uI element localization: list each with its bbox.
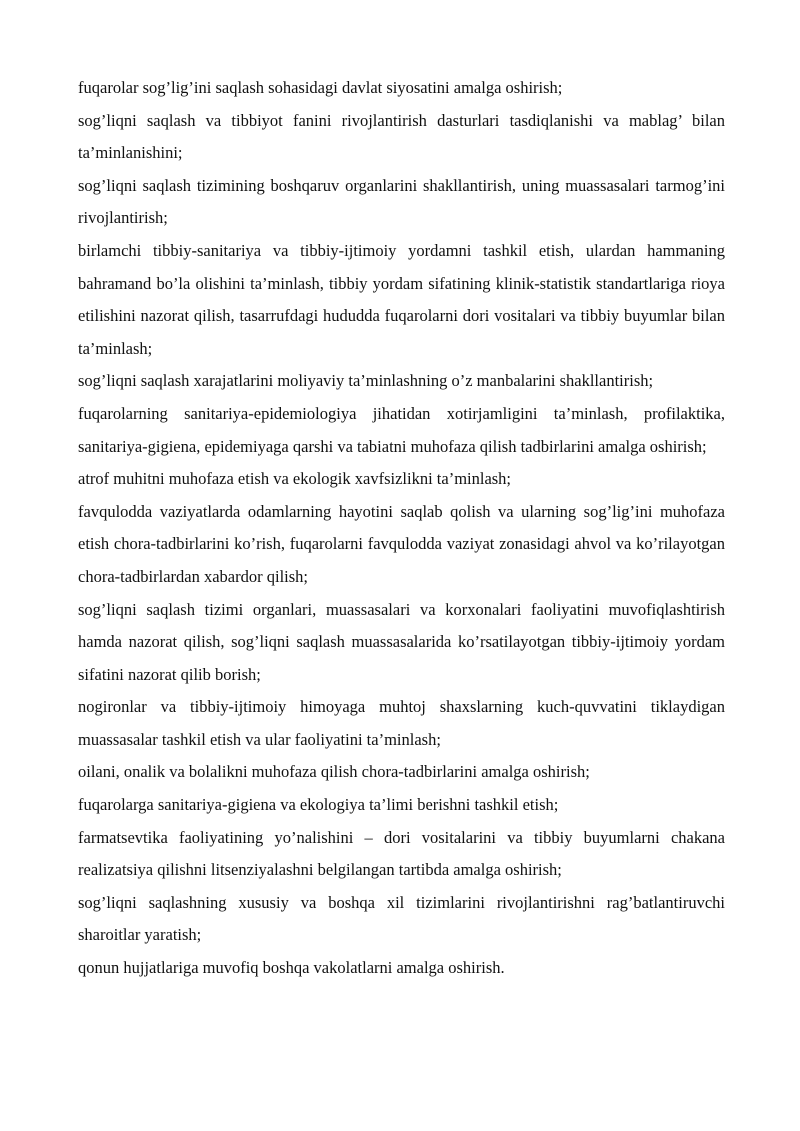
paragraph: sog’liqni saqlash va tibbiyot fanini rivojlantirish dasturlari tasdiqlanishi va mablag’ bilan ta’minlanishini; [78,110,725,163]
paragraph: fuqarolar sog’lig’ini saqlash sohasidagi davlat siyosatini amalga oshirish; [78,78,563,97]
document-body [78,72,725,985]
paragraph: sog’liqni saqlash tizimining boshqaruv organlarini shakllantirish, uning muassasalari tarmog’ini rivojlantirish; [78,175,725,228]
paragraph: sog’liqni saqlash tizimi organlari, muassasalari va korxonalari faoliyatini muvofiqlashtirish hamda nazorat qilish, sog’liqni saqlash muassasalarida ko’rsatilayotgan tibbiy-ijtimoiy yordam sifatini nazorat qilib borish; [78,599,725,684]
paragraph: oilani, onalik va bolalikni muhofaza qilish chora-tadbirlarini amalga oshirish; [78,762,590,782]
paragraph: birlamchi tibbiy-sanitariya va tibbiy-ijtimoiy yordamni tashkil etish, ulardan hammaning bahramand bo’la olishini ta’minlash, tibbiy yordam sifatining klinik-statistik standartlariga rioya etilishini nazorat qilish, tasarrufdagi hududda fuqarolarni dori vositalari va tibbiy buyumlar bilan ta’minlash; [78,240,725,358]
paragraph: atrof muhitni muhofaza etish va ekologik xavfsizlikni ta’minlash; [78,469,512,489]
paragraph: fuqarolarning sanitariya-epidemiologiya jihatidan xotirjamligini ta’minlash, profilaktika, sanitariya-gigiena, epidemiyaga qarshi va tabiatni muhofaza qilish tadbirlarini amalga oshirish; [78,403,725,456]
paragraph: nogironlar va tibbiy-ijtimoiy himoyaga muhtoj shaxslarning kuch-quvvatini tiklaydigan muassasalar tashkil etish va ular faoliyatini ta’minlash; [78,697,725,749]
paragraph: sog’liqni saqlash xarajatlarini moliyaviy ta’minlashning o’z manbalarini shakllantirish; [78,371,654,391]
paragraph: sog’liqni saqlashning xususiy va boshqa xil tizimlarini rivojlantirishni rag’batlantiruvchi sharoitlar yaratish; [78,892,725,945]
paragraph: qonun hujjatlariga muvofiq boshqa vakolatlarni amalga oshirish. [78,958,505,978]
paragraph: favqulodda vaziyatlarda odamlarning hayotini saqlab qolish va ularning sog’lig’ini muhofaza etish chora-tadbirlarini ko’rish, fuqarolarni favqulodda vaziyat zonasidagi ahvol va ko’rilayotgan chora-tadbirlardan xabardor qilish; [78,501,725,586]
paragraph: farmatsevtika faoliyatining yo’nalishini – dori vositalarini va tibbiy buyumlarni chakana realizatsiya qilishni litsenziyalashni belgilangan tartibda amalga oshirish; [78,827,725,880]
paragraph: fuqarolarga sanitariya-gigiena va ekologiya ta’limi berishni tashkil etish; [78,795,559,815]
